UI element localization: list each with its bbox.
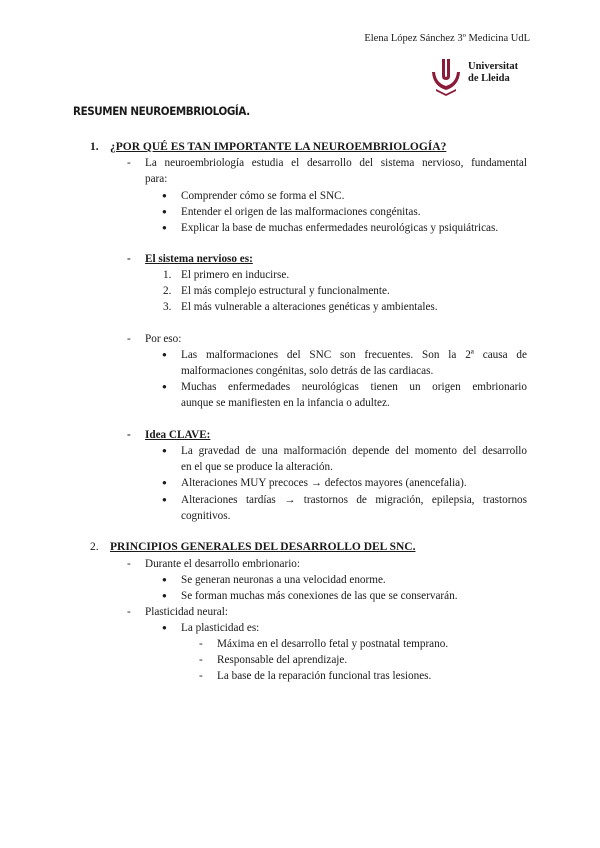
- section-2-number: 2.: [90, 541, 99, 553]
- plasticidad-neural-item: - Plasticidad neural:: [145, 604, 228, 620]
- desarrollo-embrionario-item: - Durante el desarrollo embrionario:: [145, 556, 300, 572]
- sn-item-2: [163, 283, 390, 299]
- clave-bullet-3-line-2: cognitivos.: [181, 510, 231, 522]
- sn-item-1-text: El primero en inducirse.: [181, 269, 290, 281]
- embrionario-bullet-2: ● Se forman muchas más conexiones de las que se conservarán.: [181, 588, 458, 604]
- section-2-heading: [90, 541, 415, 553]
- logo-text-line1: Universitat: [468, 61, 519, 72]
- plasticidad-subitem-1: - Máxima en el desarrollo fetal y postnatal temprano.: [217, 636, 448, 652]
- embrionario-bullet-1: ● Se generan neuronas a una velocidad enorme.: [181, 572, 386, 588]
- clave-bullet-3-line-1: ● Alteraciones tardías → trastornos de migración, epilepsia, trastornos: [181, 492, 527, 508]
- sn-item-3-text: El más vulnerable a alteraciones genéticas y ambientales.: [181, 301, 438, 313]
- poreso-bullet-1-line-2: malformaciones congénitas, solo detrás de las cardiacas.: [181, 365, 434, 377]
- intro-bullet-3: ● Explicar la base de muchas enfermedades neurológicas y psiquiátricas.: [181, 220, 498, 236]
- logo-text-line2: de Lleida: [468, 73, 510, 84]
- section-2-title: PRINCIPIOS GENERALES DEL DESARROLLO DEL SNC.: [110, 541, 416, 553]
- plasticidad-subitem-3: - La base de la reparación funcional tras lesiones.: [217, 668, 431, 684]
- sn-item-1-number: 1.: [163, 269, 172, 281]
- document-title: RESUMEN NEUROEMBRIOLOGÍA.: [73, 104, 250, 118]
- intro-line-2: para:: [145, 173, 168, 185]
- sn-item-3-number: 3.: [163, 301, 172, 313]
- por-eso-label: - Por eso:: [145, 331, 181, 347]
- poreso-bullet-2-line-1: ● Muchas enfermedades neurológicas tienen un origen embrionario: [181, 379, 527, 395]
- author-header: Elena López Sánchez 3º Medicina UdL: [364, 33, 530, 44]
- sn-item-2-number: 2.: [163, 285, 172, 297]
- section-1-heading: [90, 141, 446, 153]
- sn-item-2-text: El más complejo estructural y funcionalmente.: [181, 285, 390, 297]
- clave-bullet-2: ● Alteraciones MUY precoces → defectos mayores (anencefalia).: [181, 475, 467, 491]
- intro-bullet-1: ● Comprender cómo se forma el SNC.: [181, 188, 344, 204]
- university-emblem-icon: [428, 56, 464, 96]
- intro-line-1: - La neuroembriología estudia el desarrollo del sistema nervioso, fundamental: [145, 155, 527, 171]
- section-1-number: 1.: [90, 141, 99, 153]
- sn-item-1: [163, 267, 289, 283]
- poreso-bullet-2-line-2: aunque se manifiesten en la infancia o adultez.: [181, 397, 390, 409]
- section-1-title: ¿POR QUÉ ES TAN IMPORTANTE LA NEUROEMBRIOLOGÍA?: [110, 141, 447, 153]
- plasticidad-bullet: ● La plasticidad es:: [181, 620, 259, 636]
- sn-item-3: [163, 299, 438, 315]
- plasticidad-subitem-2: - Responsable del aprendizaje.: [217, 652, 347, 668]
- clave-bullet-1-line-2: en el que se produce la alteración.: [181, 461, 333, 473]
- sistema-nervioso-heading: - El sistema nervioso es:: [145, 251, 253, 267]
- poreso-bullet-1-line-1: ● Las malformaciones del SNC son frecuentes. Son la 2ª causa de: [181, 347, 527, 363]
- clave-bullet-1-line-1: ● La gravedad de una malformación depende del momento del desarrollo: [181, 443, 527, 459]
- university-logo: [428, 56, 538, 96]
- intro-bullet-2: ● Entender el origen de las malformaciones congénitas.: [181, 204, 421, 220]
- university-name: [468, 61, 518, 85]
- idea-clave-heading: - Idea CLAVE:: [145, 427, 210, 443]
